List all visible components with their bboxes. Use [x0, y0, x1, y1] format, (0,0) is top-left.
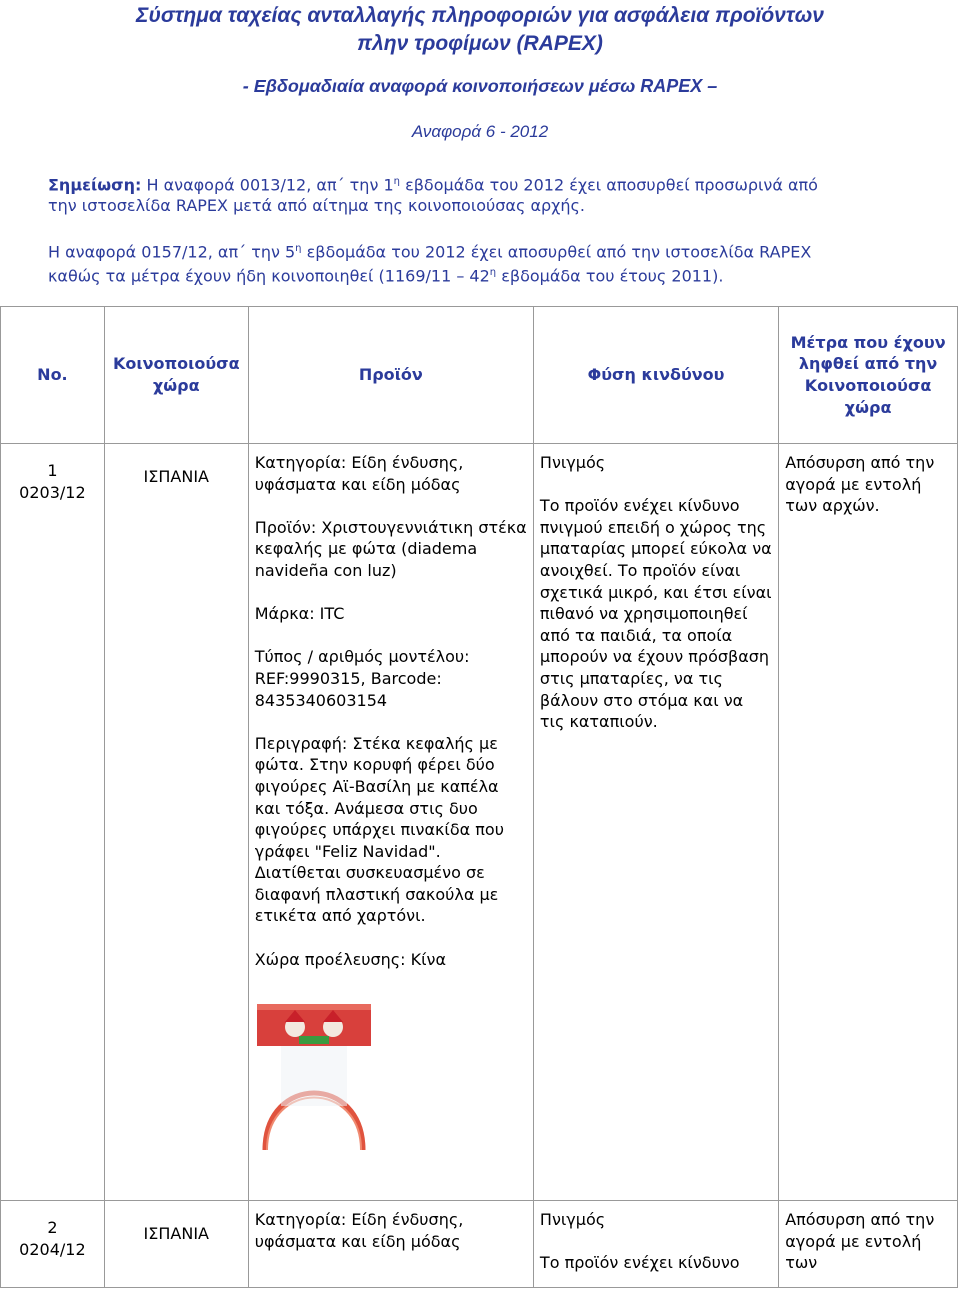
row-risk-text: Το προϊόν ενέχει κίνδυνο πνιγμού επειδή ο χώρος της μπαταρίας μπορεί εύκολα να ανοιχθεί. Το προϊόν είναι σχετικά μικρό, και έτσι είναι πιθανό να χρησιμοποιηθεί από τα παιδιά, τα οποία μπορούν να έχουν πρόσβαση στις μπαταρίες, να τις βάλουν στο στόμα και να τις καταπιούν.: [539, 496, 772, 732]
note-1: [48, 171, 928, 216]
table-row: [1, 444, 958, 1201]
report-number: Αναφορά 6 - 2012: [411, 122, 549, 141]
header-no: No.: [1, 307, 105, 444]
row-risk-type: Πνιγμός: [539, 1210, 606, 1229]
header-risk: Φύση κινδύνου: [533, 307, 778, 444]
table-header-row: [1, 307, 958, 444]
row-number: 2: [47, 1218, 58, 1237]
header-product: Προϊόν: [248, 307, 533, 444]
note2-line2-sup: η: [489, 267, 497, 279]
headband-photo: [255, 1002, 373, 1150]
note1-line2: την ιστοσελίδα RAPEX μετά από αίτημα της κοινοποιούσας αρχής.: [48, 196, 585, 216]
row-risk-type: Πνιγμός: [539, 453, 606, 472]
note-2: [48, 238, 928, 287]
row-country: ΙΣΠΑΝΙΑ: [143, 467, 209, 486]
row-country: ΙΣΠΑΝΙΑ: [143, 1224, 209, 1243]
note2-text-b: εβδομάδα του 2012 έχει αποσυρθεί από την ιστοσελίδα RAPEX: [301, 242, 812, 262]
row-description: Περιγραφή: Στέκα κεφαλής με φώτα. Στην κορυφή φέρει δύο φιγούρες Αϊ-Βασίλη με καπέλα και τόξα. Ανάμεσα στις δυο φιγούρες υπάρχει πινακίδα που γράφει "Feliz Navidad". Διατίθεται συσκευασμένο σε διαφανή πλαστική σακούλα με ετικέτα από χαρτόνι.: [254, 733, 504, 926]
row-number: 1: [47, 461, 58, 480]
row-brand: Μάρκα: ITC: [254, 604, 345, 624]
row-origin: Χώρα προέλευσης: Κίνα: [254, 949, 447, 969]
header-country: Κοινοποιούσα χώρα: [104, 307, 248, 444]
note-label: Σημείωση:: [48, 175, 142, 195]
row-product: Προϊόν: Χριστουγεννιάτικη στέκα κεφαλής με φώτα (diadema navideña con luz): [254, 517, 527, 580]
notifications-table: [0, 306, 958, 1288]
row-reference: 0204/12: [19, 1239, 86, 1259]
row-measures: Απόσυρση από την αγορά με εντολή των αρχών.: [785, 453, 935, 516]
row-type: Τύπος / αριθμός μοντέλου: REF:9990315, Barcode: 8435340603154: [254, 647, 470, 710]
table-row: [1, 1201, 958, 1288]
note1-text-b: εβδομάδα του 2012 έχει αποσυρθεί προσωρινά από: [399, 175, 818, 195]
note2-line2b: εβδομάδα του έτους 2011).: [496, 266, 724, 286]
note1-sup: η: [393, 176, 400, 187]
row-reference: 0203/12: [19, 482, 86, 502]
title-line2: πλην τροφίμων (RAPEX): [357, 32, 603, 55]
row-measures: Απόσυρση από την αγορά με εντολή των: [785, 1210, 935, 1273]
row-category: Κατηγορία: Είδη ένδυσης, υφάσματα και είδη μόδας: [254, 453, 464, 494]
header-measures: Μέτρα που έχουν ληφθεί από την Κοινοποιούσα χώρα: [779, 307, 958, 444]
subtitle: - Εβδομαδιαία αναφορά κοινοποιήσεων μέσω RAPEX –: [242, 76, 718, 96]
note1-text-a: Η αναφορά 0013/12, απ΄ την 1: [141, 175, 394, 195]
title-line1: Σύστημα ταχείας ανταλλαγής πληροφοριών για ασφάλεια προϊόντων: [136, 4, 824, 27]
note2-sup: η: [295, 243, 302, 254]
note2-text-a: Η αναφορά 0157/12, απ΄ την 5: [48, 242, 296, 262]
note2-line2a: καθώς τα μέτρα έχουν ήδη κοινοποιηθεί (1169/11 – 42: [48, 266, 490, 286]
row-risk-text: Το προϊόν ενέχει κίνδυνο: [539, 1253, 740, 1273]
row-category: Κατηγορία: Είδη ένδυσης, υφάσματα και είδη μόδας: [254, 1210, 464, 1251]
